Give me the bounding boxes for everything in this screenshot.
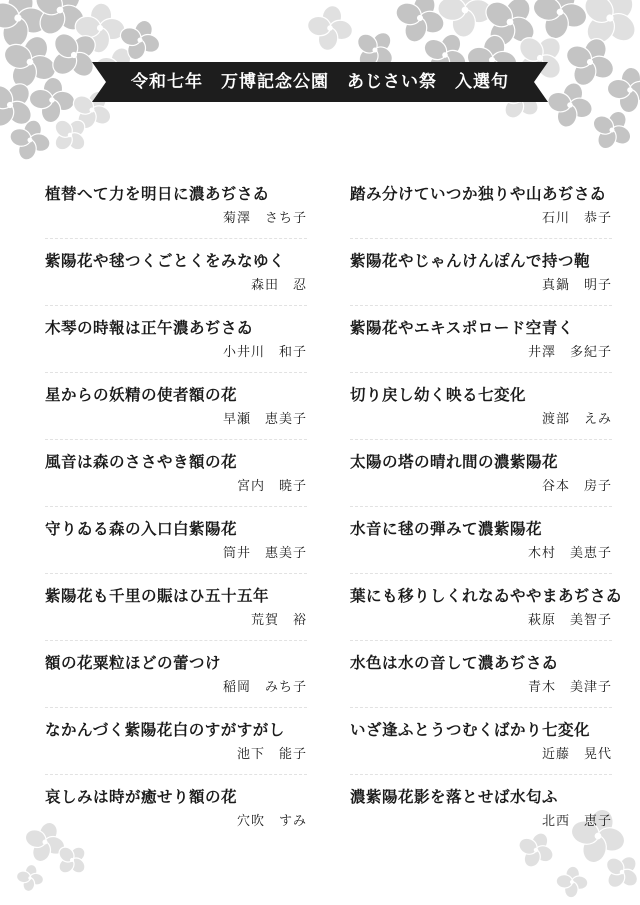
haiku-text: 水色は水の音して濃あぢさゐ bbox=[350, 654, 559, 672]
haiku-text: 守りゐる森の入口白紫陽花 bbox=[45, 520, 238, 538]
author-name: 萩原 美智子 bbox=[527, 613, 612, 628]
haiku-entry bbox=[350, 172, 612, 239]
haiku-text: 紫陽花や毬つくごとくをみなゆく bbox=[45, 252, 286, 270]
haiku-entry bbox=[350, 306, 612, 373]
hydrangea-floret bbox=[14, 862, 45, 893]
haiku-entry bbox=[350, 708, 612, 775]
hydrangea-floret bbox=[436, 0, 495, 39]
hydrangea-floret bbox=[28, 76, 77, 125]
haiku-text: 紫陽花やじゃんけんぽんで持つ鞄 bbox=[350, 252, 591, 270]
haiku-text: 太陽の塔の晴れ間の濃紫陽花 bbox=[350, 453, 559, 471]
author-name: 近藤 晃代 bbox=[541, 747, 612, 762]
author-name: 荒賀 裕 bbox=[250, 613, 307, 628]
author-name: 木村 美恵子 bbox=[527, 546, 612, 561]
haiku-text: 植替へて力を明日に濃あぢさゐ bbox=[45, 185, 270, 203]
page-title: 令和七年 万博記念公園 あじさい祭 入選句 bbox=[131, 72, 509, 92]
haiku-text: 水音に毬の弾みて濃紫陽花 bbox=[350, 520, 543, 538]
haiku-entry bbox=[350, 373, 612, 440]
haiku-text: 木琴の時報は正午濃あぢさゐ bbox=[45, 319, 254, 337]
haiku-entry bbox=[350, 239, 612, 306]
author-name: 石川 恭子 bbox=[541, 211, 612, 226]
author-name: 稲岡 みち子 bbox=[222, 680, 307, 695]
haiku-entry bbox=[350, 507, 612, 574]
haiku-text: 紫陽花やエキスポロード空青く bbox=[350, 319, 574, 337]
haiku-text: 紫陽花も千里の賑はひ五十五年 bbox=[45, 587, 270, 605]
haiku-text: 哀しみは時が癒せり額の花 bbox=[45, 788, 238, 806]
author-name: 森田 忍 bbox=[250, 278, 307, 293]
author-name: 早瀬 恵美子 bbox=[222, 412, 307, 427]
left-column bbox=[45, 172, 307, 842]
author-name: 真鍋 明子 bbox=[541, 278, 612, 293]
haiku-entry bbox=[45, 507, 307, 574]
author-name: 穴吹 すみ bbox=[236, 814, 307, 829]
author-name: 渡部 えみ bbox=[541, 412, 612, 427]
haiku-entry bbox=[45, 239, 307, 306]
hydrangea-floret bbox=[555, 865, 589, 899]
haiku-entry bbox=[45, 574, 307, 641]
author-name: 池下 能子 bbox=[236, 747, 307, 762]
haiku-text: 額の花粟粒ほどの蕾つけ bbox=[45, 654, 222, 672]
title-banner bbox=[92, 62, 548, 102]
haiku-text: 葉にも移りしくれなゐややまあぢさゐ bbox=[350, 587, 623, 605]
haiku-text: 濃紫陽花影を落とせば水匂ふ bbox=[350, 788, 559, 806]
haiku-entry bbox=[45, 373, 307, 440]
author-name: 井澤 多紀子 bbox=[527, 345, 612, 360]
author-name: 青木 美津子 bbox=[527, 680, 612, 695]
haiku-entry bbox=[350, 641, 612, 708]
author-name: 谷本 房子 bbox=[541, 479, 612, 494]
haiku-entry bbox=[350, 574, 623, 641]
hydrangea-floret bbox=[304, 2, 356, 54]
author-name: 北西 恵子 bbox=[541, 814, 612, 829]
author-name: 宮内 暁子 bbox=[236, 479, 307, 494]
haiku-entry bbox=[45, 641, 307, 708]
haiku-entry bbox=[350, 775, 612, 842]
haiku-text: 星からの妖精の使者額の花 bbox=[45, 386, 238, 404]
haiku-entry bbox=[45, 306, 307, 373]
author-name: 菊澤 さち子 bbox=[222, 211, 307, 226]
haiku-entry bbox=[45, 708, 307, 775]
haiku-entry bbox=[350, 440, 612, 507]
haiku-text: 踏み分けていつか独りや山あぢさゐ bbox=[350, 185, 607, 203]
hydrangea-floret bbox=[542, 77, 597, 132]
haiku-text: なかんづく紫陽花白のすがすがし bbox=[45, 721, 285, 739]
hydrangea-floret bbox=[5, 115, 55, 165]
haiku-text: いざ逢ふとうつむくばかり七変化 bbox=[350, 721, 591, 739]
author-name: 筒井 惠美子 bbox=[222, 546, 307, 561]
hydrangea-floret bbox=[527, 0, 593, 45]
haiku-text: 風音は森のささやき額の花 bbox=[45, 453, 238, 471]
haiku-entry bbox=[45, 775, 307, 842]
right-column bbox=[350, 172, 623, 842]
haiku-entry bbox=[45, 440, 307, 507]
author-name: 小井川 和子 bbox=[222, 345, 307, 360]
haiku-entry bbox=[45, 172, 307, 239]
haiku-text: 切り戻し幼く映る七変化 bbox=[350, 386, 527, 404]
